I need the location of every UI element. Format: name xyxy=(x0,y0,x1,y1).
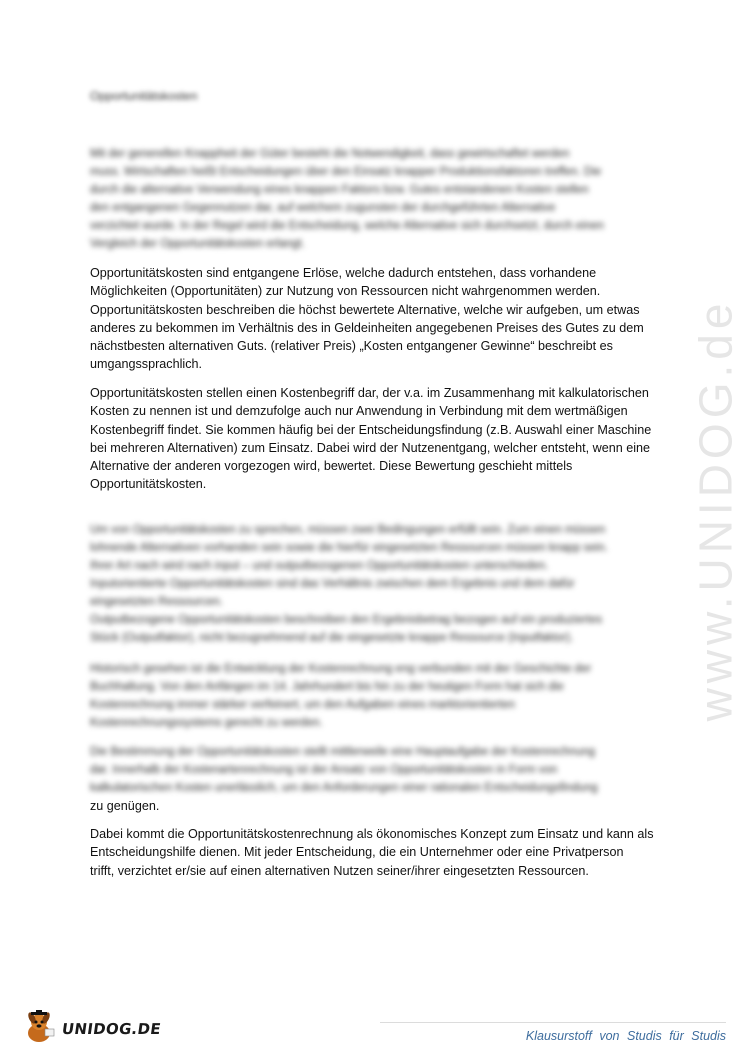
blurred-line: Inputorientierte Opportunitätskosten sind das Verhältnis zwischen dem Ergebnis und dem dafür xyxy=(90,578,575,590)
footer-divider xyxy=(380,1022,726,1023)
paragraph-definition xyxy=(90,264,675,374)
blurred-line: Outputbezogene Opportunitätskosten beschreiben den Ergebnisbetrag bezogen auf ein produziertes xyxy=(90,614,603,626)
text-line: Opportunitätskosten sind entgangene Erlöse, welche dadurch entstehen, dass vorhandene xyxy=(90,266,597,280)
text-line: Entscheidungshilfe dienen. Mit jeder Entscheidung, die ein Unternehmer oder eine Privatperson xyxy=(90,845,624,860)
blurred-intro-paragraph xyxy=(90,145,665,253)
blurred-line: Ihrer Art nach wird nach input – und outputbezogenen Opportunitätskosten unterschieden. xyxy=(90,560,549,572)
blurred-line: verzichtet wurde. In der Regel wird die Entscheidung, welche Alternative sich durchsetzt, durch einen xyxy=(90,220,604,232)
text-line: Möglichkeiten (Opportunitäten) zur Nutzung von Ressourcen nicht wahrgenommen werden. xyxy=(90,284,601,299)
unidog-watermark xyxy=(655,275,750,745)
text-line: bei mehreren Alternativen) zum Einsatz. Dabei wird der Nutzenentgang, welcher entsteht, wenn eine xyxy=(90,440,651,455)
blurred-line: Vergleich der Opportunitätskosten erlangt. xyxy=(90,238,305,250)
blurred-line: Kostenrechnungssystems gerecht zu werden. xyxy=(90,717,323,729)
blurred-determination-section xyxy=(90,743,665,797)
blurred-line: Buchhaltung. Von den Anfängen im 14. Jahrhundert bis hin zu der heutigen Form hat sich die xyxy=(90,681,564,693)
logo-text: UNIDOG.DE xyxy=(60,1020,163,1038)
unidog-logo[interactable] xyxy=(22,1008,163,1050)
dog-mascot-icon xyxy=(22,1009,58,1050)
blurred-line: Historisch gesehen ist die Entwicklung der Kostenrechnung eng verbunden mit der Geschichte der xyxy=(90,663,592,675)
blurred-line: Kostenrechnung immer stärker verfeinert, um den Aufgaben eines marktorientierten xyxy=(90,699,516,711)
text-line: anderes zu bekommen im Verhältnis des in Geldeinheiten angegebenen Preises des Gutes zu dem xyxy=(90,320,644,335)
watermark-text: www.UNIDOG.de xyxy=(689,298,742,722)
clear-fragment-line xyxy=(90,797,675,815)
paragraph-decision-aid xyxy=(90,825,675,880)
text-line: umgangssprachlich. xyxy=(90,357,203,372)
blurred-line: Um von Opportunitätskosten zu sprechen, müssen zwei Bedingungen erfüllt sein. Zum einen müssen xyxy=(90,524,606,536)
text-line: Opportunitätskosten stellen einen Kostenbegriff dar, der v.a. im Zusammenhang mit kalkulatorischen xyxy=(90,386,649,400)
text-line: Kosten zu nennen ist und demzufolge auch nur Anwendung in Verbindung mit dem wertmäßigen xyxy=(90,404,628,419)
blurred-line: lohnende Alternativen vorhanden sein sowie die hierfür eingesetzten Ressourcen müssen knapp sein. xyxy=(90,542,608,554)
text-line: Kostenbegriff findet. Sie kommen häufig bei der Entscheidungsfindung (z.B. Auswahl einer Maschine xyxy=(90,422,652,437)
blurred-line: kalkulatorischen Kosten unerlässlich, um den Anforderungen einer rationalen Entscheidungsfindung xyxy=(90,782,598,794)
blurred-line: Stück (Outputfaktor), nicht bezugnehmend auf die eingesetzte knappe Ressource (Inputfaktor). xyxy=(90,632,574,644)
text-line: nächstbesten alternativen Guts. (relativer Preis) „Kosten entgangener Gewinne“ beschreibt es xyxy=(90,339,613,354)
text-line: Opportunitätskosten beschreiben die höchst bewertete Alternative, welche wir aufgeben, um etwas xyxy=(90,302,640,317)
footer-tagline: Klausurstoff von Studis für Studis xyxy=(525,1029,726,1043)
paragraph-cost-concept xyxy=(90,384,675,494)
text-line: trifft, verzichtet er/sie auf einen alternativen Nutzen seiner/ihrer eingesetzten Ressourcen. xyxy=(90,863,589,878)
blurred-conditions-section xyxy=(90,521,665,647)
text-line: Opportunitätskosten. xyxy=(90,477,207,492)
text-line: Alternative der anderen vorgezogen wird, bewertet. Diese Bewertung geschieht mittels xyxy=(90,459,573,474)
blurred-line: eingesetzten Ressourcen. xyxy=(90,596,223,608)
document-title-blurred: Opportunitätskosten xyxy=(90,89,198,103)
blurred-line: den entgangenen Gegennutzen dar, auf welchem zugunsten der durchgeführten Alternative xyxy=(90,202,556,214)
blurred-line: durch die alternative Verwendung eines knappen Faktors bzw. Gutes entstandenen Kosten stellen xyxy=(90,184,589,196)
text-line: Dabei kommt die Opportunitätskostenrechnung als ökonomisches Konzept zum Einsatz und kann als xyxy=(90,827,654,841)
blurred-line: muss. Wirtschaften heißt Entscheidungen über den Einsatz knapper Produktionsfaktoren treffen. Die xyxy=(90,166,602,178)
blurred-line: Die Bestimmung der Opportunitätskosten stellt mittlerweile eine Hauptaufgabe der Kostenrechnung xyxy=(90,746,596,758)
blurred-history-section xyxy=(90,660,665,732)
text-line: zu genügen. xyxy=(90,799,160,813)
blurred-line: Mit der generellen Knappheit der Güter besteht die Notwendigkeit, dass gewirtschaftet werden xyxy=(90,148,570,160)
blurred-line: dar. Innerhalb der Kostenartenrechnung ist der Ansatz von Opportunitätskosten in Form von xyxy=(90,764,558,776)
